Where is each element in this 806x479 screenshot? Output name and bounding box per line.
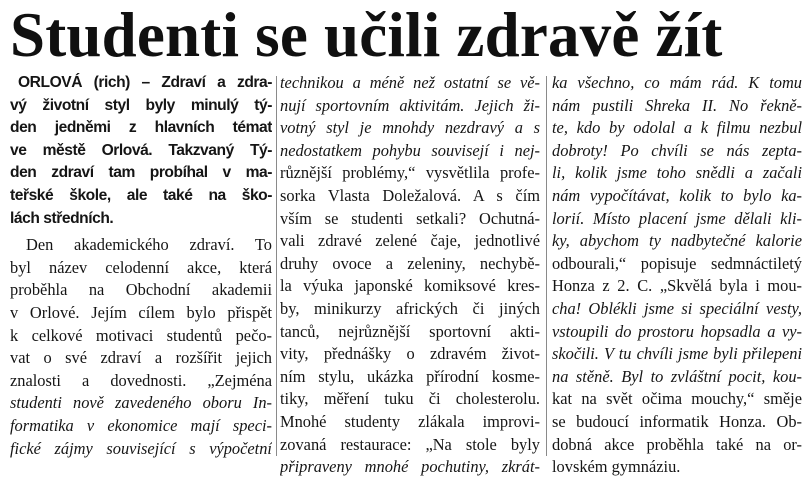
- body-line: sorka Vlasta Doležalová. A s čím: [280, 185, 540, 205]
- column-divider-1: [276, 76, 277, 456]
- body-line: dobroty! Po chvíli se nás zepta-: [552, 140, 802, 160]
- body-line: tiky, měření tuku či cholesterolu.: [280, 389, 540, 409]
- lead-line: ve městě Orlová. Takzvaný Tý-: [10, 141, 272, 159]
- article-column-2: [280, 72, 540, 479]
- body-line: tanců, nejrůznější sportovní akti-: [280, 321, 540, 341]
- body-line: te, kdo by odolal a k filmu nezbul: [552, 118, 802, 138]
- body-line: znalosti a dovednosti. „Zejména: [10, 370, 272, 390]
- body-line: nám pustili Shreka II. No řekně-: [552, 95, 802, 115]
- body-line: li, kolik jsme toho snědli a začali: [552, 163, 802, 183]
- body-line: připraveny mnohé pochutiny, zkrát-: [280, 457, 540, 477]
- body-line: vali zdravé zelené čaje, jednotlivé: [280, 231, 540, 251]
- body-line: la výuka japonské komiksové kres-: [280, 276, 540, 296]
- lead-line: den jedněmi z hlavních témat: [10, 119, 272, 137]
- body-line: technikou a méně než ostatní se vě-: [280, 73, 540, 92]
- body-line: lovském gymnáziu.: [552, 457, 681, 477]
- body-line: vity, přednášky o zdravém život-: [280, 344, 540, 364]
- body-line: Den akademického zdraví. To: [26, 235, 272, 255]
- body-line: v Orlové. Jejím cílem bylo přispět: [10, 302, 272, 322]
- article-body-part-1: [10, 234, 272, 460]
- lead-line: vý životní styl byly minulý tý-: [10, 96, 272, 114]
- body-line: studenti nově zavedeného oboru In-: [10, 393, 272, 413]
- article-headline: Studenti se učili zdravě žít: [10, 0, 723, 70]
- body-line: Honza z 2. C. „Skvělá byla i mou-: [552, 276, 802, 296]
- body-line: vstoupili do prostoru hopsadla a vy-: [552, 321, 802, 341]
- body-line: nují sportovním aktivitám. Jejich ži-: [280, 95, 540, 115]
- body-line: ním stylu, ukázka přírodní kosme-: [280, 366, 540, 386]
- lead-line: den zdraví tam probíhal v ma-: [10, 164, 272, 182]
- lead-line: ORLOVÁ (rich) – Zdraví a zdra-: [18, 74, 272, 91]
- body-line: ky, abychom ty nadbytečné kalorie: [552, 231, 802, 251]
- body-line: fické zájmy související s výpočetní: [10, 438, 272, 458]
- body-line: kat na svět očima mouchy,“ směje: [552, 389, 802, 409]
- body-line: votný styl je mnohdy nezdravý a s: [280, 118, 540, 138]
- body-line: nedostatkem pohybu souvisejí i nej-: [280, 140, 540, 160]
- body-line: cha! Oblékli jsme si speciální vesty,: [552, 298, 802, 318]
- body-line: vším se studenti setkali? Ochutná-: [280, 208, 540, 228]
- body-line: byl název celodenní akce, která: [10, 257, 272, 277]
- lead-line: lách středních.: [10, 209, 114, 227]
- body-line: k celkové motivaci studentů pečo-: [10, 325, 272, 345]
- body-line: nám vypočítávat, kolik to bylo ka-: [552, 185, 802, 205]
- article-lead: [10, 72, 272, 230]
- body-line: Mnohé studenty zlákala improvi-: [280, 411, 540, 431]
- article-column-1: [10, 72, 272, 460]
- body-line: odbourali,“ popisuje sedmnáctiletý: [552, 253, 802, 273]
- body-line: skočili. V tu chvíli jsme byli přilepeni: [552, 344, 802, 364]
- body-line: lorií. Místo placení jsme dělali kli-: [552, 208, 802, 228]
- body-line: formatika v ekonomice mají speci-: [10, 415, 272, 435]
- body-line: vat o své zdraví a rozšířit jejich: [10, 348, 272, 368]
- body-line: by, minikurzy afrických či jiných: [280, 298, 540, 318]
- body-line: dobná akce proběhla také na or-: [552, 434, 802, 454]
- body-line: ka všechno, co mám rád. K tomu: [552, 73, 802, 92]
- body-line: různější problémy,“ vysvětlila profe-: [280, 163, 540, 183]
- body-line: se budoucí informatik Honza. Ob-: [552, 411, 802, 431]
- body-line: druhy ovoce a zeleniny, nechybě-: [280, 253, 540, 273]
- column-divider-2: [546, 76, 547, 456]
- body-line: na stěně. Byl to zvláštní pocit, kou-: [552, 366, 802, 386]
- body-line: zovaná restaurace: „Na stole byly: [280, 434, 540, 454]
- lead-line: teřské škole, ale také na ško-: [10, 186, 272, 204]
- article-column-3: [552, 72, 802, 479]
- body-line: proběhla na Obchodní akademii: [10, 280, 272, 300]
